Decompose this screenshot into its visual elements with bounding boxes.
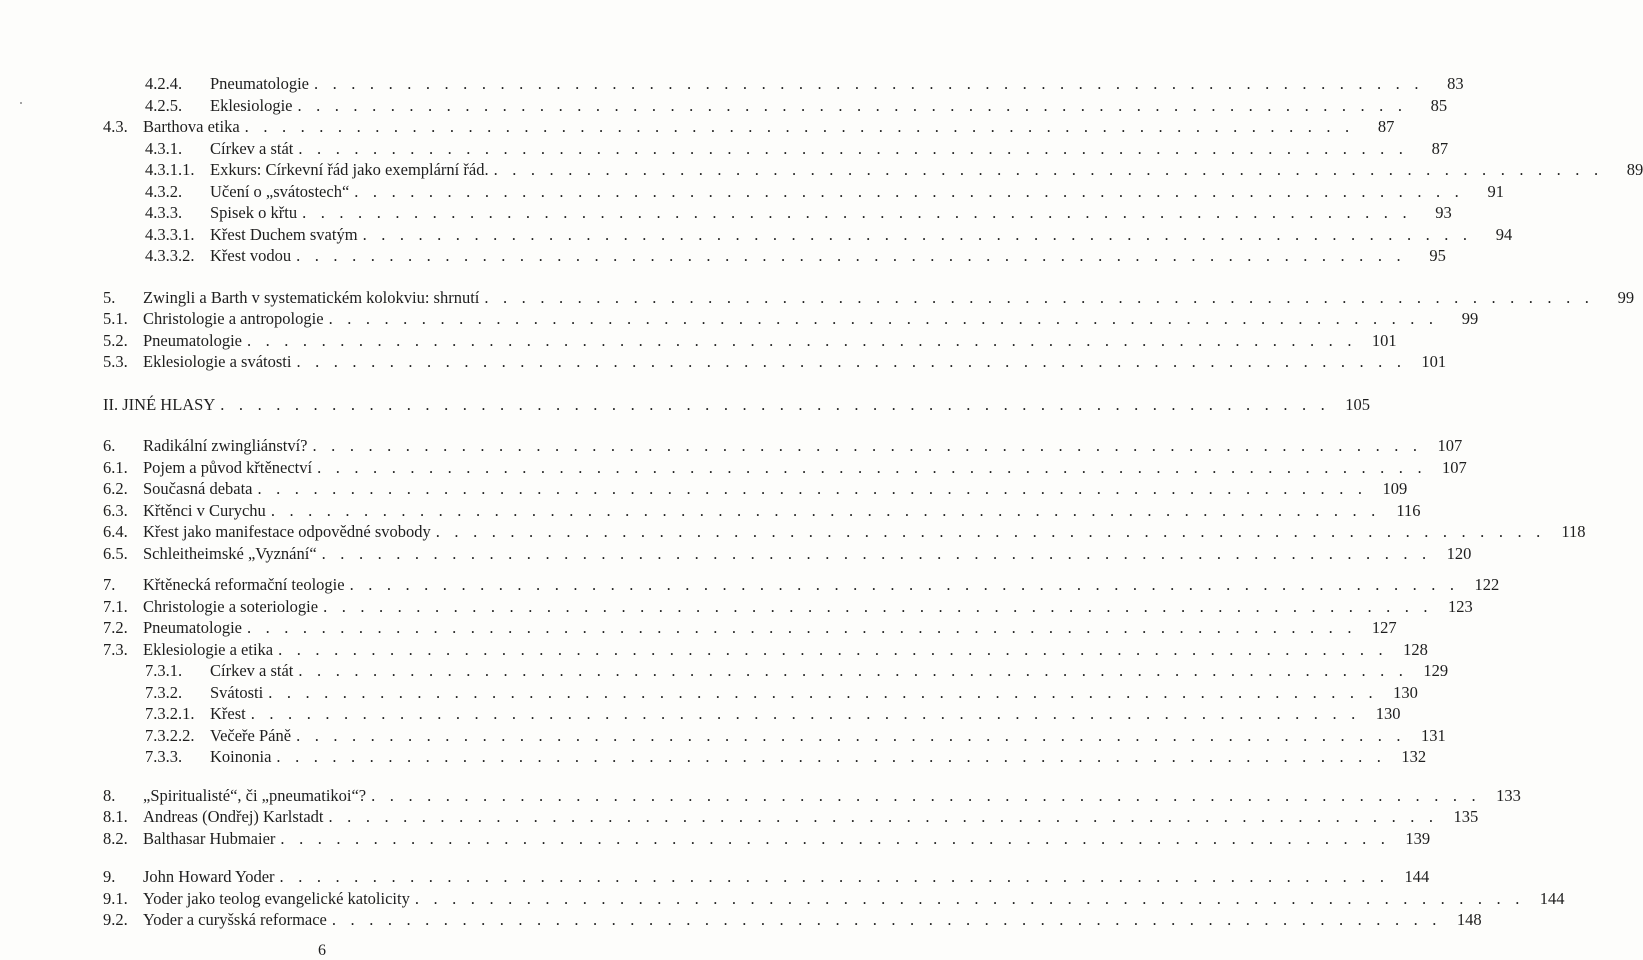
entry-number: 9.2. <box>103 910 128 929</box>
entry-page: 87 <box>1431 138 1449 158</box>
dot-leader: . . . . . . . . . . . . . . . . . . . . . . . . . . . . . . . . . . . . . . . . . . . . . . . . . . . . . . . . . . . . <box>331 910 1442 929</box>
entry-number: 4.3.3. <box>145 203 183 222</box>
dot-leader: . . . . . . . . . . . . . . . . . . . . . . . . . . . . . . . . . . . . . . . . . . . . . . . . . . . . . . . . . . . . <box>362 224 1473 244</box>
entry-page: 148 <box>1456 910 1482 929</box>
entry-page: 83 <box>1447 74 1464 93</box>
entry-page: 105 <box>1345 394 1370 414</box>
toc-entry[interactable] <box>103 888 1565 910</box>
toc-entry[interactable] <box>103 500 1421 522</box>
entry-number: 9.1. <box>103 888 128 908</box>
entry-number: 7.3.1. <box>145 661 183 680</box>
entry-number: 5.1. <box>103 309 128 328</box>
toc-section <box>103 435 1586 564</box>
entry-number: 6. <box>103 436 116 455</box>
toc-entry[interactable] <box>103 287 1635 309</box>
entry-page: 120 <box>1446 543 1472 563</box>
dot-leader: . . . . . . . . . . . . . . . . . . . . . . . . . . . . . . . . . . . . . . . . . . . . . . . . . . . . . . . . . . . . <box>257 479 1368 498</box>
dot-leader: . . . . . . . . . . . . . . . . . . . . . . . . . . . . . . . . . . . . . . . . . . . . . . . . . . . . . . . . . . . . <box>296 246 1406 265</box>
entry-number: 7.3.2.1. <box>145 704 195 723</box>
entry-title: Eklesiologie a etika <box>143 639 274 659</box>
toc-entry[interactable] <box>103 660 1449 682</box>
toc-section <box>103 866 1565 931</box>
dot-leader: . . . . . . . . . . . . . . . . . . . . . . . . . . . . . . . . . . . . . . . . . . . . . . . . . . . . . . . . . . . . <box>280 828 1391 848</box>
entry-title: Večeře Páně <box>210 725 292 745</box>
toc-entry[interactable] <box>103 574 1500 596</box>
toc-entry[interactable] <box>103 639 1428 661</box>
entry-page: 123 <box>1448 596 1473 616</box>
entry-title: Zwingli a Barth v systematickém kolokviu: shrnutí <box>143 287 480 307</box>
dot-leader: . . . . . . . . . . . . . . . . . . . . . . . . . . . . . . . . . . . . . . . . . . . . . . . . . . . . . . . . . . . . <box>296 725 1406 745</box>
dot-leader: . . . . . . . . . . . . . . . . . . . . . . . . . . . . . . . . . . . . . . . . . . . . . . . . . . . . . . . . . . . . <box>278 639 1388 659</box>
entry-number: 8. <box>103 785 116 805</box>
toc-entry[interactable] <box>103 866 1430 888</box>
entry-title: Učení o „svátostech“ <box>210 181 350 201</box>
entry-title: Koinonia <box>210 747 272 766</box>
entry-page: 89 <box>1626 160 1643 179</box>
entry-page: 107 <box>1437 436 1463 455</box>
entry-page: 116 <box>1396 500 1421 520</box>
entry-page: 132 <box>1401 747 1427 766</box>
entry-title: Andreas (Ondřej) Karlstadt <box>143 807 324 826</box>
page-number: 6 <box>318 942 326 959</box>
toc-entry[interactable] <box>103 138 1449 160</box>
entry-title: Balthasar Hubmaier <box>143 828 276 848</box>
dot-leader: . . . . . . . . . . . . . . . . . . . . . . . . . . . . . . . . . . . . . . . . . . . . . . . . . . . . . . . . . . . . <box>270 500 1381 520</box>
entry-title: Církev a stát <box>210 138 294 158</box>
entry-title: Barthova etika <box>143 117 240 136</box>
entry-number: 7.1. <box>103 596 128 616</box>
dot-leader: . . . . . . . . . . . . . . . . . . . . . . . . . . . . . . . . . . . . . . . . . . . . . . . . . . . . . . . . . . . . <box>321 543 1432 563</box>
entry-page: 144 <box>1539 888 1565 908</box>
entry-number: 4.3.3.1. <box>145 224 195 244</box>
entry-title: Křtěnecká reformační teologie <box>143 575 345 594</box>
dot-leader: . . . . . . . . . . . . . . . . . . . . . . . . . . . . . . . . . . . . . . . . . . . . . . . . . . . . . . . . . . . . <box>349 575 1460 594</box>
entry-page: 109 <box>1382 479 1408 498</box>
entry-title: Současná debata <box>143 479 253 498</box>
entry-page: 91 <box>1487 181 1504 201</box>
entry-title: Křest jako manifestace odpovědné svobody <box>143 522 431 541</box>
dot-leader: . . . . . . . . . . . . . . . . . . . . . . . . . . . . . . . . . . . . . . . . . . . . . . . . . . . . . . . . . . . . <box>354 181 1464 201</box>
dot-leader: . . . . . . . . . . . . . . . . . . . . . . . . . . . . . . . . . . . . . . . . . . . . . . . . . . . . . . . . . . . . <box>435 522 1546 541</box>
dot-leader: . . . . . . . . . . . . . . . . . . . . . . . . . . . . . . . . . . . . . . . . . . . . . . . . . . . . . . . . . . . . <box>268 682 1378 702</box>
entry-number: 8.2. <box>103 828 128 848</box>
toc-entry[interactable] <box>103 116 1395 138</box>
entry-title: Pneumatologie <box>143 330 242 350</box>
entry-page: 135 <box>1453 807 1479 826</box>
dot-leader: . . . . . . . . . . . . . . . . . . . . . . . . . . . . . . . . . . . . . . . . . . . . . . . . . . . . . . . . . . . . <box>296 352 1407 371</box>
entry-title: Křest Duchem svatým <box>210 224 358 244</box>
entry-title: Křest <box>210 704 246 723</box>
entry-title: Svátosti <box>210 682 264 702</box>
dot-leader: . . . . . . . . . . . . . . . . . . . . . . . . . . . . . . . . . . . . . . . . . . . . . . . . . . . . . . . . . . . . <box>312 436 1423 455</box>
entry-page: 101 <box>1421 352 1447 371</box>
dot-leader: . . . . . . . . . . . . . . . . . . . . . . . . . . . . . . . . . . . . . . . . . . . . . . . . . . . . . . . . . . . . <box>246 330 1357 350</box>
dot-leader: . . . . . . . . . . . . . . . . . . . . . . . . . . . . . . . . . . . . . . . . . . . . . . . . . . . . . . . . . . . . <box>317 457 1427 477</box>
entry-number: 4.3.3.2. <box>145 246 195 265</box>
toc-entry[interactable] <box>103 725 1446 747</box>
entry-page: 87 <box>1377 117 1395 136</box>
toc-entry[interactable] <box>103 73 1464 95</box>
entry-page: 94 <box>1495 224 1513 244</box>
dot-leader: . . . . . . . . . . . . . . . . . . . . . . . . . . . . . . . . . . . . . . . . . . . . . . . . . . . . . . . . . . . . <box>328 807 1439 826</box>
entry-page: 144 <box>1404 867 1430 886</box>
entry-page: 101 <box>1371 330 1397 350</box>
toc-entry[interactable] <box>103 181 1504 203</box>
entry-page: 85 <box>1430 95 1448 115</box>
dot-leader: . . . . . . . . . . . . . . . . . . . . . . . . . . . . . . . . . . . . . . . . . . . . . . . . . . . . . . . . . . . . <box>493 160 1604 179</box>
entry-title: Christologie a soteriologie <box>143 596 319 616</box>
dot-leader: . . . . . . . . . . . . . . . . . . . . . . . . . . . . . . . . . . . . . . . . . . . . . . . . . . . . . . . . . . . . <box>220 394 1330 414</box>
toc-entry[interactable] <box>103 308 1479 330</box>
dot-leader: . . . . . . . . . . . . . . . . . . . . . . . . . . . . . . . . . . . . . . . . . . . . . . . . . . . . . . . . . . . . <box>328 309 1439 328</box>
entry-page: 93 <box>1435 203 1452 222</box>
entry-number: 7.3.3. <box>145 747 183 766</box>
entry-page: 129 <box>1423 661 1449 680</box>
dot-leader: . . . . . . . . . . . . . . . . . . . . . . . . . . . . . . . . . . . . . . . . . . . . . . . . . . . . . . . . . . . . <box>276 747 1387 766</box>
entry-title: Církev a stát <box>210 661 294 680</box>
entry-page: 139 <box>1405 828 1431 848</box>
toc-entry[interactable] <box>103 435 1463 457</box>
dot-leader: . . . . . . . . . . . . . . . . . . . . . . . . . . . . . . . . . . . . . . . . . . . . . . . . . . . . . . . . . . . . <box>313 74 1424 93</box>
entry-page: 122 <box>1474 575 1500 594</box>
entry-page: 107 <box>1442 457 1467 477</box>
entry-title: Křtěnci v Curychu <box>143 500 266 520</box>
entry-title: John Howard Yoder <box>143 867 275 886</box>
entry-page: 133 <box>1496 785 1521 805</box>
dot-leader: . . . . . . . . . . . . . . . . . . . . . . . . . . . . . . . . . . . . . . . . . . . . . . . . . . . . . . . . . . . . <box>244 117 1355 136</box>
entry-title: Eklesiologie a svátosti <box>143 352 292 371</box>
dot-leader: . . . . . . . . . . . . . . . . . . . . . . . . . . . . . . . . . . . . . . . . . . . . . . . . . . . . . . . . . . . . <box>323 596 1433 616</box>
entry-number: 6.5. <box>103 543 128 563</box>
entry-title: Eklesiologie <box>210 95 293 115</box>
dot-leader: . . . . . . . . . . . . . . . . . . . . . . . . . . . . . . . . . . . . . . . . . . . . . . . . . . . . . . . . . . . . <box>302 203 1412 222</box>
entry-number: 5.2. <box>103 330 128 350</box>
entry-title: Křest vodou <box>210 246 292 265</box>
toc-entry[interactable] <box>103 224 1513 246</box>
dot-leader: . . . . . . . . . . . . . . . . . . . . . . . . . . . . . . . . . . . . . . . . . . . . . . . . . . . . . . . . . . . . <box>246 618 1357 637</box>
toc-entry[interactable] <box>103 245 1446 267</box>
toc-section <box>103 574 1500 768</box>
toc-entry[interactable] <box>103 806 1479 828</box>
entry-number: 7.3.2. <box>145 682 183 702</box>
entry-number: 7.3. <box>103 639 128 659</box>
entry-title: „Spiritualisté“, či „pneumatikoi“? <box>143 785 367 805</box>
entry-number: 6.4. <box>103 522 128 541</box>
dot-leader: . . . . . . . . . . . . . . . . . . . . . . . . . . . . . . . . . . . . . . . . . . . . . . . . . . . . . . . . . . . . <box>414 888 1525 908</box>
toc-section <box>103 73 1643 267</box>
entry-page: 130 <box>1375 704 1401 723</box>
entry-page: 128 <box>1403 639 1428 659</box>
entry-number: 4.2.5. <box>145 95 183 115</box>
entry-page: 127 <box>1371 618 1397 637</box>
dot-leader: . . . . . . . . . . . . . . . . . . . . . . . . . . . . . . . . . . . . . . . . . . . . . . . . . . . . . . . . . . . . <box>279 867 1390 886</box>
dot-leader: . . . . . . . . . . . . . . . . . . . . . . . . . . . . . . . . . . . . . . . . . . . . . . . . . . . . . . . . . . . . <box>484 287 1595 307</box>
toc-entry[interactable] <box>103 202 1452 224</box>
toc-entry[interactable] <box>103 909 1482 931</box>
entry-number: 7. <box>103 575 116 594</box>
entry-page: 99 <box>1617 287 1635 307</box>
toc-entry[interactable] <box>103 330 1397 352</box>
entry-title: Radikální zwingliánství? <box>143 436 308 455</box>
toc-entry[interactable] <box>103 457 1467 479</box>
dot-leader: . . . . . . . . . . . . . . . . . . . . . . . . . . . . . . . . . . . . . . . . . . . . . . . . . . . . . . . . . . . . <box>298 138 1409 158</box>
toc-entry[interactable] <box>103 596 1473 618</box>
entry-title: Christologie a antropologie <box>143 309 324 328</box>
entry-title: Exkurs: Církevní řád jako exemplární řád. <box>210 160 489 179</box>
entry-number: 6.3. <box>103 500 128 520</box>
entry-number: 6.2. <box>103 479 128 498</box>
entry-page: 99 <box>1461 309 1479 328</box>
toc-entry[interactable] <box>103 478 1408 500</box>
scan-speck <box>20 102 22 104</box>
entry-number: 4.3. <box>103 117 128 136</box>
toc-section <box>103 785 1521 850</box>
entry-title: Pneumatologie <box>210 74 309 93</box>
toc-entry[interactable] <box>103 95 1448 117</box>
entry-number: 4.2.4. <box>145 74 183 93</box>
entry-page: 130 <box>1393 682 1418 702</box>
entry-number: 4.3.1.1. <box>145 160 195 179</box>
entry-page: 118 <box>1561 522 1586 541</box>
toc-entry[interactable] <box>103 543 1472 565</box>
entry-title: Pneumatologie <box>143 618 242 637</box>
toc-entry[interactable] <box>103 703 1401 725</box>
entry-title: Yoder jako teolog evangelické katolicity <box>143 888 410 908</box>
entry-number: 8.1. <box>103 807 128 826</box>
entry-title: Spisek o křtu <box>210 203 298 222</box>
entry-title: Yoder a curyšská reformace <box>143 910 327 929</box>
entry-title: Pojem a původ křtěnectví <box>143 457 313 477</box>
dot-leader: . . . . . . . . . . . . . . . . . . . . . . . . . . . . . . . . . . . . . . . . . . . . . . . . . . . . . . . . . . . . <box>298 661 1409 680</box>
entry-number: 9. <box>103 867 116 886</box>
entry-number: 7.3.2.2. <box>145 725 195 745</box>
toc-section <box>103 287 1635 373</box>
entry-number: 5.3. <box>103 352 128 371</box>
toc-entry[interactable] <box>103 351 1447 373</box>
table-of-contents <box>103 73 1643 931</box>
entry-number: 4.3.1. <box>145 138 183 158</box>
toc-entry[interactable] <box>103 394 1370 416</box>
dot-leader: . . . . . . . . . . . . . . . . . . . . . . . . . . . . . . . . . . . . . . . . . . . . . . . . . . . . . . . . . . . . <box>297 95 1408 115</box>
entry-number: 5. <box>103 287 116 307</box>
toc-entry[interactable] <box>103 785 1521 807</box>
entry-number: 6.1. <box>103 457 128 477</box>
toc-entry[interactable] <box>103 682 1418 704</box>
toc-entry[interactable] <box>103 617 1397 639</box>
entry-title: II. JINÉ HLASY <box>103 394 216 414</box>
toc-entry[interactable] <box>103 746 1427 768</box>
entry-number: 4.3.2. <box>145 181 183 201</box>
toc-section <box>103 394 1370 416</box>
toc-entry[interactable] <box>103 159 1643 181</box>
dot-leader: . . . . . . . . . . . . . . . . . . . . . . . . . . . . . . . . . . . . . . . . . . . . . . . . . . . . . . . . . . . . <box>250 704 1361 723</box>
entry-page: 131 <box>1421 725 1446 745</box>
toc-entry[interactable] <box>103 521 1586 543</box>
toc-entry[interactable] <box>103 828 1431 850</box>
entry-number: 7.2. <box>103 618 128 637</box>
entry-title: Schleitheimské „Vyznání“ <box>143 543 317 563</box>
entry-page: 95 <box>1429 246 1446 265</box>
dot-leader: . . . . . . . . . . . . . . . . . . . . . . . . . . . . . . . . . . . . . . . . . . . . . . . . . . . . . . . . . . . . <box>371 785 1481 805</box>
